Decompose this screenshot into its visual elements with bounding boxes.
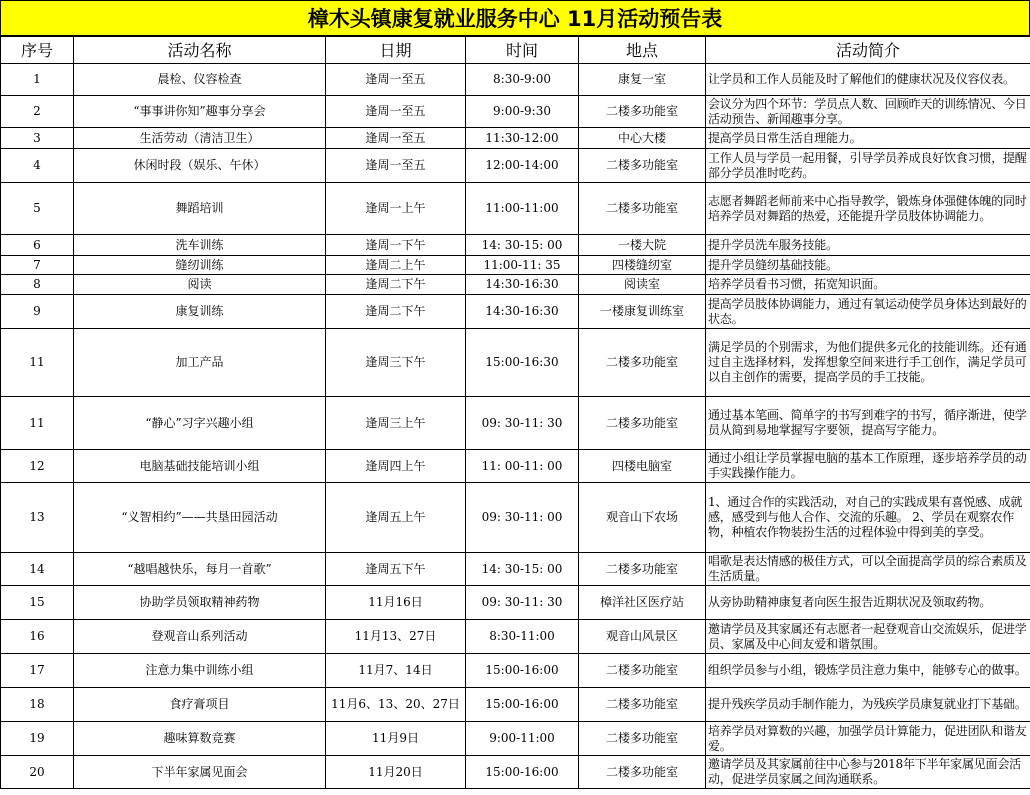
row-number: 11 — [1, 397, 74, 450]
activity-date: 11月13、27日 — [326, 620, 466, 654]
row-number: 7 — [1, 256, 74, 275]
row-number: 5 — [1, 183, 74, 235]
row-number: 20 — [1, 756, 74, 789]
activity-intro: 会议分为四个环节：学员点人数、回顾昨天的训练情况、今日活动预告、新闻趣事分享。 — [706, 96, 1030, 128]
activity-name: “事事讲你知”趣事分享会 — [74, 96, 326, 128]
activity-name: 缝纫训练 — [74, 256, 326, 275]
table-row — [1, 149, 1030, 183]
activity-date: 逢周二下午 — [326, 275, 466, 295]
activity-time: 12:00-14:00 — [466, 149, 579, 183]
activity-place: 康复一室 — [579, 64, 706, 96]
activity-name: 协助学员领取精神药物 — [74, 586, 326, 620]
table-row — [1, 688, 1030, 722]
activity-name: “义智相约”——共垦田园活动 — [74, 483, 326, 553]
table-row — [1, 96, 1030, 128]
row-number: 15 — [1, 586, 74, 620]
activity-time: 15:00-16:00 — [466, 688, 579, 722]
activity-name: 加工产品 — [74, 329, 326, 397]
activity-date: 逢周三上午 — [326, 397, 466, 450]
activity-place: 樟洋社区医疗站 — [579, 586, 706, 620]
activity-intro: 工作人员与学员一起用餐，引导学员养成良好饮食习惯，提醒部分学员准时吃药。 — [706, 149, 1030, 183]
row-number: 3 — [1, 128, 74, 149]
activity-time: 09: 30-11: 30 — [466, 586, 579, 620]
activity-time: 11: 00-11: 00 — [466, 450, 579, 483]
activity-name: 阅读 — [74, 275, 326, 295]
activity-table — [0, 36, 1030, 789]
table-row — [1, 756, 1030, 789]
header-row — [1, 37, 1030, 64]
activity-time: 09: 30-11: 00 — [466, 483, 579, 553]
activity-date: 逢周一上午 — [326, 183, 466, 235]
activity-time: 11:30-12:00 — [466, 128, 579, 149]
activity-place: 二楼多功能室 — [579, 96, 706, 128]
activity-place: 二楼多功能室 — [579, 553, 706, 586]
activity-intro: 培养学员对算数的兴趣，加强学员计算能力，促进团队和谐友爱。 — [706, 722, 1030, 756]
activity-date: 逢周五下午 — [326, 553, 466, 586]
activity-name: 电脑基础技能培训小组 — [74, 450, 326, 483]
activity-date: 逢周一至五 — [326, 128, 466, 149]
activity-name: 生活劳动（清洁卫生） — [74, 128, 326, 149]
activity-intro: 提升学员缝纫基础技能。 — [706, 256, 1030, 275]
activity-intro: 让学员和工作人员能及时了解他们的健康状况及仪容仪表。 — [706, 64, 1030, 96]
activity-name: 晨检、仪容检查 — [74, 64, 326, 96]
activity-time: 14: 30-15: 00 — [466, 553, 579, 586]
table-row — [1, 654, 1030, 688]
row-number: 2 — [1, 96, 74, 128]
activity-time: 9:00-9:30 — [466, 96, 579, 128]
activity-place: 四楼电脑室 — [579, 450, 706, 483]
header-intro: 活动简介 — [706, 37, 1030, 64]
table-body — [1, 64, 1030, 789]
table-row — [1, 553, 1030, 586]
row-number: 8 — [1, 275, 74, 295]
activity-date: 11月16日 — [326, 586, 466, 620]
row-number: 19 — [1, 722, 74, 756]
activity-date: 11月6、13、20、27日 — [326, 688, 466, 722]
activity-place: 二楼多功能室 — [579, 329, 706, 397]
activity-intro: 1、通过合作的实践活动，对自己的实践成果有喜悦感、成就感，感受到与他人合作、交流的乐趣。 2、学员在观察农作物，种植农作物装扮生活的过程体验中得到美的享受。 — [706, 483, 1030, 553]
activity-date: 逢周一至五 — [326, 96, 466, 128]
table-row — [1, 295, 1030, 329]
activity-place: 二楼多功能室 — [579, 149, 706, 183]
row-number: 13 — [1, 483, 74, 553]
page-title: 樟木头镇康复就业服务中心 11月活动预告表 — [0, 0, 1030, 36]
activity-date: 逢周五上午 — [326, 483, 466, 553]
activity-name: 食疗膏项目 — [74, 688, 326, 722]
activity-time: 15:00-16:00 — [466, 756, 579, 789]
table-row — [1, 620, 1030, 654]
row-number: 12 — [1, 450, 74, 483]
activity-intro: 提高学员肢体协调能力，通过有氧运动使学员身体达到最好的状态。 — [706, 295, 1030, 329]
activity-intro: 提升残疾学员动手制作能力，为残疾学员康复就业打下基础。 — [706, 688, 1030, 722]
activity-name: 注意力集中训练小组 — [74, 654, 326, 688]
activity-time: 11:00-11: 35 — [466, 256, 579, 275]
header-no: 序号 — [1, 37, 74, 64]
row-number: 14 — [1, 553, 74, 586]
activity-date: 逢周四上午 — [326, 450, 466, 483]
activity-time: 14:30-16:30 — [466, 295, 579, 329]
activity-intro: 志愿者舞蹈老师前来中心指导教学，锻炼身体强健体魄的同时培养学员对舞蹈的热爱，还能提升学员肢体协调能力。 — [706, 183, 1030, 235]
table-row — [1, 275, 1030, 295]
activity-name: 休闲时段（娱乐、午休） — [74, 149, 326, 183]
activity-intro: 从旁协助精神康复者向医生报告近期状况及领取药物。 — [706, 586, 1030, 620]
table-row — [1, 64, 1030, 96]
activity-date: 11月20日 — [326, 756, 466, 789]
table-row — [1, 586, 1030, 620]
header-time: 时间 — [466, 37, 579, 64]
activity-place: 二楼多功能室 — [579, 397, 706, 450]
row-number: 9 — [1, 295, 74, 329]
activity-intro: 培养学员看书习惯，拓宽知识面。 — [706, 275, 1030, 295]
activity-intro: 满足学员的个别需求，为他们提供多元化的技能训练。还有通过自主选择材料，发挥想象空间来进行手工创作，满足学员可以自主创作的需要，提高学员的手工技能。 — [706, 329, 1030, 397]
activity-name: 洗车训练 — [74, 235, 326, 256]
activity-date: 11月7、14日 — [326, 654, 466, 688]
activity-place: 二楼多功能室 — [579, 183, 706, 235]
activity-time: 8:30-11:00 — [466, 620, 579, 654]
activity-time: 09: 30-11: 30 — [466, 397, 579, 450]
activity-place: 中心大楼 — [579, 128, 706, 149]
activity-name: 下半年家属见面会 — [74, 756, 326, 789]
table-row — [1, 450, 1030, 483]
table-row — [1, 128, 1030, 149]
table-row — [1, 329, 1030, 397]
activity-place: 二楼多功能室 — [579, 722, 706, 756]
activity-date: 逢周一至五 — [326, 149, 466, 183]
header-date: 日期 — [326, 37, 466, 64]
activity-time: 11:00-11:00 — [466, 183, 579, 235]
header-name: 活动名称 — [74, 37, 326, 64]
activity-date: 11月9日 — [326, 722, 466, 756]
activity-place: 二楼多功能室 — [579, 756, 706, 789]
activity-name: 康复训练 — [74, 295, 326, 329]
row-number: 6 — [1, 235, 74, 256]
activity-date: 逢周一至五 — [326, 64, 466, 96]
activity-time: 15:00-16:30 — [466, 329, 579, 397]
activity-time: 9:00-11:00 — [466, 722, 579, 756]
activity-date: 逢周二下午 — [326, 295, 466, 329]
activity-date: 逢周二上午 — [326, 256, 466, 275]
activity-place: 二楼多功能室 — [579, 688, 706, 722]
activity-place: 观音山下农场 — [579, 483, 706, 553]
activity-place: 一楼大院 — [579, 235, 706, 256]
activity-intro: 邀请学员及其家属前往中心参与2018年下半年家属见面会活动，促进学员家属之间沟通联系。 — [706, 756, 1030, 789]
activity-name: “越唱越快乐，每月一首歌” — [74, 553, 326, 586]
activity-place: 一楼康复训练室 — [579, 295, 706, 329]
activity-name: 趣味算数竞赛 — [74, 722, 326, 756]
row-number: 1 — [1, 64, 74, 96]
activity-time: 15:00-16:00 — [466, 654, 579, 688]
activity-intro: 提高学员日常生活自理能力。 — [706, 128, 1030, 149]
activity-place: 二楼多功能室 — [579, 654, 706, 688]
activity-intro: 邀请学员及其家属还有志愿者一起登观音山交流娱乐，促进学员、家属及中心间友爱和谐氛围。 — [706, 620, 1030, 654]
activity-place: 观音山风景区 — [579, 620, 706, 654]
table-row — [1, 235, 1030, 256]
table-row — [1, 183, 1030, 235]
activity-intro: 提升学员洗车服务技能。 — [706, 235, 1030, 256]
row-number: 17 — [1, 654, 74, 688]
row-number: 18 — [1, 688, 74, 722]
table-row — [1, 483, 1030, 553]
activity-intro: 唱歌是表达情感的极佳方式，可以全面提高学员的综合素质及生活质量。 — [706, 553, 1030, 586]
activity-time: 14:30-16:30 — [466, 275, 579, 295]
activity-name: 舞蹈培训 — [74, 183, 326, 235]
activity-place: 四楼缝纫室 — [579, 256, 706, 275]
activity-date: 逢周一下午 — [326, 235, 466, 256]
activity-time: 8:30-9:00 — [466, 64, 579, 96]
header-place: 地点 — [579, 37, 706, 64]
activity-intro: 通过基本笔画、简单字的书写到难字的书写，循序渐进，使学员从简到易地掌握写字要领，提高写字能力。 — [706, 397, 1030, 450]
activity-intro: 组织学员参与小组，锻炼学员注意力集中，能够专心的做事。 — [706, 654, 1030, 688]
activity-intro: 通过小组让学员掌握电脑的基本工作原理，逐步培养学员的动手实践操作能力。 — [706, 450, 1030, 483]
activity-time: 14: 30-15: 00 — [466, 235, 579, 256]
table-row — [1, 397, 1030, 450]
row-number: 11 — [1, 329, 74, 397]
activity-date: 逢周三下午 — [326, 329, 466, 397]
table-row — [1, 722, 1030, 756]
activity-name: “静心”习字兴趣小组 — [74, 397, 326, 450]
activity-name: 登观音山系列活动 — [74, 620, 326, 654]
row-number: 16 — [1, 620, 74, 654]
row-number: 4 — [1, 149, 74, 183]
activity-place: 阅读室 — [579, 275, 706, 295]
table-row — [1, 256, 1030, 275]
